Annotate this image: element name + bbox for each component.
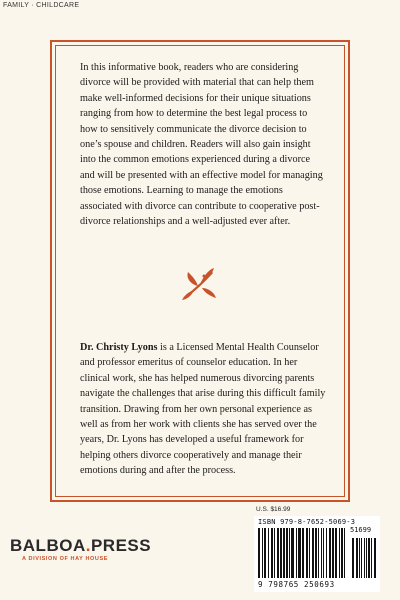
barcode-area bbox=[254, 516, 380, 592]
price-label: U.S. $16.99 bbox=[256, 506, 291, 513]
isbn-label: ISBN 979-8-7652-5069-3 bbox=[258, 518, 356, 526]
author-bio bbox=[80, 340, 326, 479]
publisher-name-dot: . bbox=[85, 536, 91, 555]
author-bio-text: is a Licensed Mental Health Counselor and professor emeritus of counselor education. In her clinical work, she has helped numerous divorcing parents navigate the challenges that arise during this difficult family transition. Drawing from her own personal experience as well as from her work with clients she has served over the years, Dr. Lyons has developed a useful framework for helping others divorce cooperatively and manage their emotions during and after the process. bbox=[80, 342, 326, 477]
publisher-logo bbox=[10, 536, 151, 556]
barcode-icon bbox=[258, 528, 376, 580]
barcode-number: 9 798765 250693 bbox=[258, 580, 335, 589]
category-label: FAMILY · CHILDCARE bbox=[3, 2, 80, 9]
floral-ornament-icon bbox=[178, 262, 220, 304]
book-blurb: In this informative book, readers who are considering divorce will be provided with material that can help them make well-informed decisions for their unique situations ranging from how to determine the best legal process to how to sensitively communicate the divorce decision to one’s spouse and children. Readers will also gain insight into the common emotions experienced during a divorce and will be presented with an effective model for managing those emotions. Learning to manage the emotions associated with divorce can contribute to cooperative post-divorce relationships and a well-adjusted ever after. bbox=[80, 62, 323, 228]
barcode-addon-number: 51699 bbox=[350, 526, 372, 534]
publisher-tagline: A DIVISION OF HAY HOUSE bbox=[22, 556, 109, 562]
publisher-name-end: PRESS bbox=[90, 536, 152, 555]
publisher-name-main: BALBOA bbox=[10, 536, 86, 555]
author-name: Dr. Christy Lyons bbox=[80, 342, 158, 353]
